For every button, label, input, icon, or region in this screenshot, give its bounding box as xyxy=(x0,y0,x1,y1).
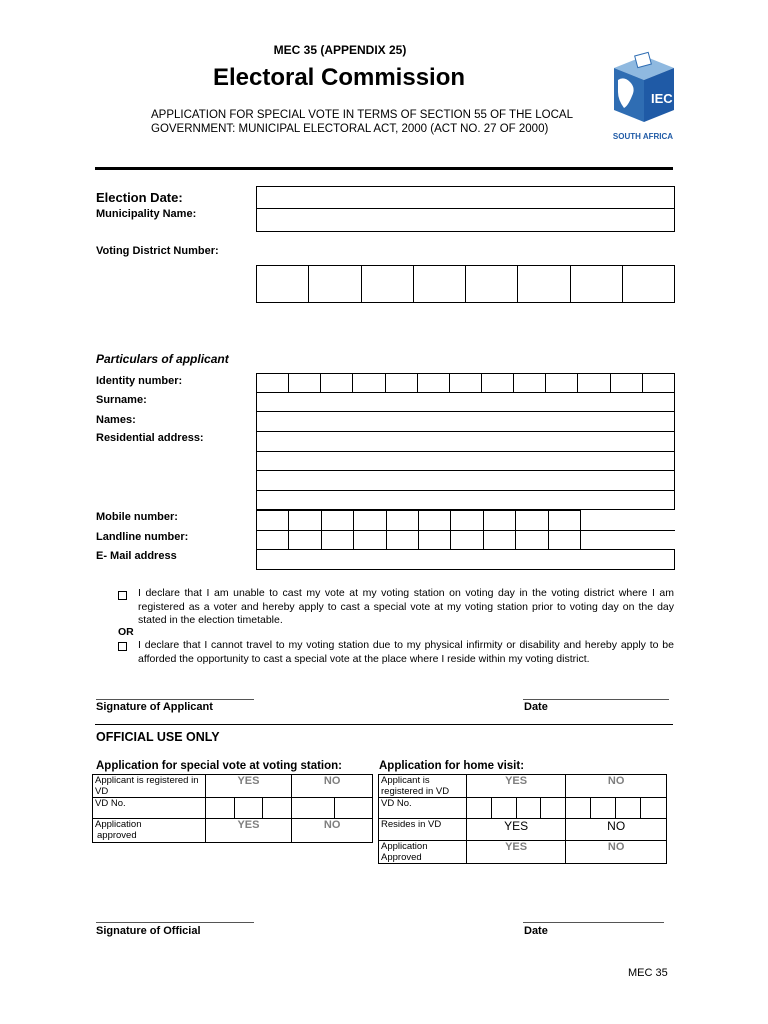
home-vd-digit[interactable] xyxy=(541,798,566,819)
home-vd-digit[interactable] xyxy=(516,798,541,819)
phone-digit[interactable] xyxy=(548,530,580,550)
phone-digit[interactable] xyxy=(289,530,321,550)
subtitle-line1: APPLICATION FOR SPECIAL VOTE IN TERMS OF SECTION 55 OF THE LOCAL xyxy=(151,109,573,121)
home-vd-digit[interactable] xyxy=(616,798,641,819)
phone-digit[interactable] xyxy=(257,511,289,531)
station-approved-label-2: approved xyxy=(97,830,137,841)
landline-row xyxy=(257,530,676,550)
home-table xyxy=(378,774,667,864)
phone-digit[interactable] xyxy=(516,530,548,550)
id-digit[interactable] xyxy=(642,374,674,393)
vd-digit[interactable] xyxy=(518,266,570,303)
mobile-label: Mobile number: xyxy=(96,511,178,523)
address-line-3[interactable] xyxy=(256,471,675,491)
home-resides-row xyxy=(379,819,667,841)
declaration1-text: I declare that I am unable to cast my vote at my voting station on voting day in the voting district where I am registered as a voter and hereby apply to cast a special vote at my voting station prior to voting day on the day stated in the election timetable. xyxy=(138,587,674,626)
voting-district-grid xyxy=(256,265,675,303)
home-registered-row xyxy=(379,775,667,798)
id-digit[interactable] xyxy=(610,374,642,393)
form-code: MEC 35 (APPENDIX 25) xyxy=(273,43,407,57)
home-vd-digit[interactable] xyxy=(491,798,516,819)
home-vd-digit[interactable] xyxy=(591,798,616,819)
home-table-title: Application for home visit: xyxy=(379,760,525,772)
landline-label: Landline number: xyxy=(96,531,189,543)
home-vd-digit[interactable] xyxy=(641,798,667,819)
election-date-label: Election Date: xyxy=(96,190,183,205)
vd-digit[interactable] xyxy=(466,266,518,303)
home-resides-label: Resides in VD xyxy=(379,819,467,841)
station-vd-digit[interactable] xyxy=(263,798,292,819)
station-registered-yes[interactable]: YES xyxy=(205,775,292,798)
election-date-field[interactable] xyxy=(256,186,675,209)
id-digit[interactable] xyxy=(321,374,353,393)
home-resides-yes[interactable]: YES xyxy=(466,819,566,841)
email-label: E- Mail address xyxy=(96,550,177,562)
id-digit[interactable] xyxy=(257,374,289,393)
id-digit[interactable] xyxy=(385,374,417,393)
phone-filler xyxy=(581,530,676,550)
phone-digit[interactable] xyxy=(483,530,515,550)
home-approved-yes[interactable]: YES xyxy=(466,841,566,864)
phone-digit[interactable] xyxy=(386,511,418,531)
home-registered-no[interactable]: NO xyxy=(566,775,667,798)
phone-grid xyxy=(256,510,675,550)
municipality-label: Municipality Name: xyxy=(96,208,197,220)
vd-digit[interactable] xyxy=(570,266,622,303)
voting-district-label: Voting District Number: xyxy=(96,245,219,257)
official-use-title: OFFICIAL USE ONLY xyxy=(96,730,220,744)
id-digit[interactable] xyxy=(546,374,578,393)
id-digit[interactable] xyxy=(578,374,610,393)
phone-digit[interactable] xyxy=(321,530,353,550)
phone-digit[interactable] xyxy=(289,511,321,531)
station-vd-label: VD No. xyxy=(93,798,206,819)
mobile-row xyxy=(257,511,676,531)
id-digit[interactable] xyxy=(417,374,449,393)
phone-digit[interactable] xyxy=(548,511,580,531)
address-line-2[interactable] xyxy=(256,452,675,471)
applicant-date-label: Date xyxy=(524,701,548,713)
section-divider xyxy=(95,724,673,725)
names-label: Names: xyxy=(96,414,136,426)
municipality-field[interactable] xyxy=(256,208,675,232)
subtitle xyxy=(151,108,601,136)
vd-digit[interactable] xyxy=(257,266,309,303)
applicant-signature-label: Signature of Applicant xyxy=(96,701,213,713)
station-vd-digit[interactable] xyxy=(292,798,335,819)
station-registered-row xyxy=(93,775,373,798)
phone-digit[interactable] xyxy=(354,530,386,550)
applicant-signature-line[interactable] xyxy=(96,699,254,700)
home-approved-label-2: Approved xyxy=(381,852,422,863)
home-approved-no[interactable]: NO xyxy=(566,841,667,864)
station-approved-row xyxy=(93,819,373,843)
applicant-date-line[interactable] xyxy=(523,699,669,700)
phone-digit[interactable] xyxy=(451,530,483,550)
ballot-box-icon xyxy=(606,50,680,130)
applicant-section-title: Particulars of applicant xyxy=(96,352,229,366)
station-table-title: Application for special vote at voting station: xyxy=(96,760,342,772)
logo-caption: SOUTH AFRICA xyxy=(612,132,674,141)
declaration1-checkbox[interactable] xyxy=(118,591,127,600)
home-vd-label: VD No. xyxy=(379,798,467,819)
station-vd-digit[interactable] xyxy=(234,798,263,819)
id-digit[interactable] xyxy=(514,374,546,393)
phone-digit[interactable] xyxy=(386,530,418,550)
station-registered-label: Applicant is registered in VD xyxy=(93,775,206,798)
station-vd-row xyxy=(93,798,373,819)
phone-filler xyxy=(581,511,676,531)
station-approved-no[interactable]: NO xyxy=(292,819,373,843)
official-signature-line[interactable] xyxy=(96,922,254,923)
id-digit[interactable] xyxy=(481,374,513,393)
footer-code: MEC 35 xyxy=(628,967,668,979)
phone-digit[interactable] xyxy=(418,511,450,531)
address-line-4[interactable] xyxy=(256,491,675,510)
logo-text: IEC xyxy=(651,91,673,106)
home-approved-row xyxy=(379,841,667,864)
home-vd-digit[interactable] xyxy=(566,798,591,819)
station-vd-digit[interactable] xyxy=(205,798,234,819)
header-rule xyxy=(95,167,673,170)
iec-logo xyxy=(606,50,680,146)
subtitle-line2: GOVERNMENT: MUNICIPAL ELECTORAL ACT, 2000 (ACT NO. 27 OF 2000) xyxy=(151,123,549,135)
phone-digit[interactable] xyxy=(354,511,386,531)
home-registered-label xyxy=(379,775,467,798)
home-registered-label-2: registered in VD xyxy=(381,786,450,797)
home-registered-label-1: Applicant is xyxy=(381,775,430,786)
home-registered-yes[interactable]: YES xyxy=(466,775,566,798)
home-approved-label xyxy=(379,841,467,864)
station-approved-label-1: Application xyxy=(95,819,142,830)
home-resides-no[interactable]: NO xyxy=(566,819,667,841)
id-digit[interactable] xyxy=(353,374,385,393)
official-date-line[interactable] xyxy=(523,922,664,923)
vd-digit[interactable] xyxy=(309,266,361,303)
station-table xyxy=(92,774,373,843)
official-signature-label: Signature of Official xyxy=(96,925,201,937)
home-vd-digit[interactable] xyxy=(466,798,491,819)
address-label: Residential address: xyxy=(96,432,204,444)
page-title: Electoral Commission xyxy=(212,64,466,91)
vd-digit[interactable] xyxy=(413,266,465,303)
station-approved-label xyxy=(93,819,206,843)
or-label: OR xyxy=(118,626,134,638)
surname-field[interactable] xyxy=(256,392,675,412)
phone-digit[interactable] xyxy=(451,511,483,531)
station-registered-no[interactable]: NO xyxy=(292,775,373,798)
home-vd-row xyxy=(379,798,667,819)
station-approved-yes[interactable]: YES xyxy=(205,819,292,843)
home-approved-label-1: Application xyxy=(381,841,428,852)
id-digit[interactable] xyxy=(449,374,481,393)
official-date-label: Date xyxy=(524,925,548,937)
phone-digit[interactable] xyxy=(257,530,289,550)
identity-label: Identity number: xyxy=(96,375,183,387)
phone-digit[interactable] xyxy=(483,511,515,531)
declaration2-checkbox[interactable] xyxy=(118,642,127,651)
email-field[interactable] xyxy=(256,549,675,570)
id-digit[interactable] xyxy=(289,374,321,393)
identity-grid xyxy=(256,373,675,393)
names-field[interactable] xyxy=(256,412,675,432)
station-vd-digit[interactable] xyxy=(335,798,373,819)
phone-digit[interactable] xyxy=(418,530,450,550)
address-line-1[interactable] xyxy=(256,432,675,452)
vd-digit[interactable] xyxy=(361,266,413,303)
phone-digit[interactable] xyxy=(321,511,353,531)
declaration2-text: I declare that I cannot travel to my voting station due to my physical infirmity or disability and hereby apply to be afforded the opportunity to cast a special vote at the place where I reside within my voting district. xyxy=(138,639,674,665)
surname-label: Surname: xyxy=(96,394,147,406)
vd-digit[interactable] xyxy=(622,266,674,303)
phone-digit[interactable] xyxy=(516,511,548,531)
